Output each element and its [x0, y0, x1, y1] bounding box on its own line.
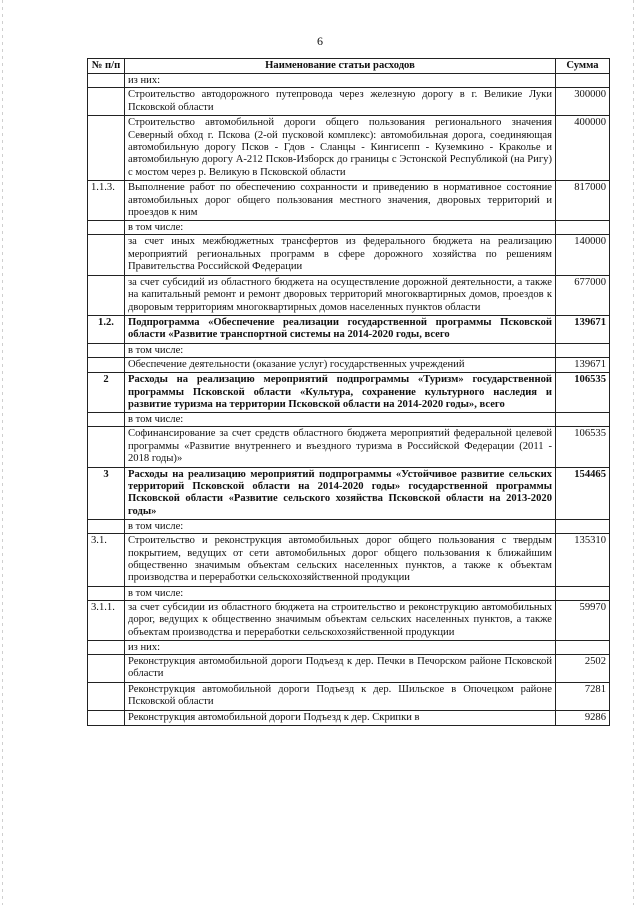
row-index	[88, 520, 125, 534]
row-sum: 300000	[556, 88, 610, 116]
row-index	[88, 655, 125, 683]
row-sum: 817000	[556, 181, 610, 221]
row-index	[88, 357, 125, 372]
row-index: 3	[88, 467, 125, 520]
row-index: 2	[88, 373, 125, 413]
row-index	[88, 74, 125, 88]
row-index	[88, 586, 125, 600]
table-row	[88, 600, 610, 640]
table-row	[88, 427, 610, 467]
row-text: Строительство автомобильной дороги общего пользования регионального значения Северный обход г. Пскова (2-ой пусковой комплекс): автомобильная дорога, соединяющая автомобильную дорогу Псков - Гдов - Сланцы - Кингисепп - Куземкино - Краколье и автомобильную дорогу А-212 Псков-Изборск до границы с Эстонской Республикой (на Ригу) с мостом через р. Великую в Псковской области	[125, 116, 556, 181]
table-row	[88, 520, 610, 534]
row-index	[88, 221, 125, 235]
table-header-row	[88, 59, 610, 74]
row-sum: 2502	[556, 655, 610, 683]
row-index: 3.1.	[88, 534, 125, 587]
table-row	[88, 710, 610, 725]
row-text: Реконструкция автомобильной дороги Подъезд к дер. Скрипки в	[125, 710, 556, 725]
header-sum: Сумма	[556, 59, 610, 74]
table-row	[88, 116, 610, 181]
table-body	[88, 74, 610, 726]
row-text: Реконструкция автомобильной дороги Подъезд к дер. Шильское в Опочецком районе Псковской области	[125, 682, 556, 710]
row-sum	[556, 641, 610, 655]
row-index	[88, 343, 125, 357]
row-sum	[556, 413, 610, 427]
row-text: Выполнение работ по обеспечению сохранности и приведению в нормативное состояние автомобильных дорог общего пользования местного значения, дворовых территорий и проездов к ним	[125, 181, 556, 221]
row-index	[88, 413, 125, 427]
row-index	[88, 427, 125, 467]
row-index	[88, 710, 125, 725]
row-sum: 7281	[556, 682, 610, 710]
row-index: 1.2.	[88, 315, 125, 343]
row-text: за счет иных межбюджетных трансфертов из федерального бюджета на реализацию мероприятий региональных программ в сфере дорожного хозяйства по решениям Правительства Российской Федерации	[125, 235, 556, 275]
row-sum: 135310	[556, 534, 610, 587]
row-text: Обеспечение деятельности (оказание услуг) государственных учреждений	[125, 357, 556, 372]
row-sum	[556, 221, 610, 235]
row-text: Реконструкция автомобильной дороги Подъезд к дер. Печки в Печорском районе Псковской области	[125, 655, 556, 683]
row-text: из них:	[125, 641, 556, 655]
row-text: из них:	[125, 74, 556, 88]
row-sum: 139671	[556, 357, 610, 372]
table-row	[88, 74, 610, 88]
table-row	[88, 641, 610, 655]
scan-edge-right	[633, 0, 634, 905]
row-sum: 106535	[556, 373, 610, 413]
table-row	[88, 655, 610, 683]
table-row	[88, 88, 610, 116]
row-index: 1.1.3.	[88, 181, 125, 221]
table-row	[88, 534, 610, 587]
row-text: Расходы на реализацию мероприятий подпрограммы «Туризм» государственной программы Псковской области «Культура, сохранение культурного наследия и развитие туризма на территории Псковской области на 2014-2020 годы», всего	[125, 373, 556, 413]
row-sum: 139671	[556, 315, 610, 343]
row-index	[88, 275, 125, 315]
row-text: в том числе:	[125, 520, 556, 534]
scan-edge-left	[2, 0, 3, 905]
row-text: в том числе:	[125, 586, 556, 600]
table-row	[88, 413, 610, 427]
row-sum: 154465	[556, 467, 610, 520]
header-num: № п/п	[88, 59, 125, 74]
row-text: за счет субсидии из областного бюджета на строительство и реконструкцию автомобильных дорог, ведущих к общественно значимым объектам сельских населенных пунктов, а также объектам производства и переработки сельскохозяйственной продукции	[125, 600, 556, 640]
row-text: в том числе:	[125, 221, 556, 235]
row-text: Строительство и реконструкция автомобильных дорог общего пользования с твердым покрытием, ведущих от сети автомобильных дорог общего пользования к ближайшим общественно значимым объектам сельских населенных пунктов, а также к объектам производства и переработки сельскохозяйственной продукции	[125, 534, 556, 587]
table-row	[88, 343, 610, 357]
row-text: Софинансирование за счет средств областного бюджета мероприятий федеральной целевой программы «Развитие внутреннего и въездного туризма в Российской Федерации (2011 - 2018 годы)»	[125, 427, 556, 467]
row-sum	[556, 74, 610, 88]
expenses-table	[87, 58, 610, 726]
row-text: Подпрограмма «Обеспечение реализации государственной программы Псковской области «Развитие транспортной системы на 2014-2020 годы, всего	[125, 315, 556, 343]
row-index	[88, 641, 125, 655]
table-row	[88, 221, 610, 235]
row-index	[88, 116, 125, 181]
row-sum: 59970	[556, 600, 610, 640]
row-text: Строительство автодорожного путепровода через железную дорогу в г. Великие Луки Псковской области	[125, 88, 556, 116]
page-number: 6	[317, 34, 323, 48]
table-row	[88, 275, 610, 315]
header-name: Наименование статьи расходов	[125, 59, 556, 74]
row-sum	[556, 343, 610, 357]
row-sum	[556, 586, 610, 600]
row-sum	[556, 520, 610, 534]
table-row	[88, 357, 610, 372]
table-row	[88, 315, 610, 343]
table-row	[88, 682, 610, 710]
row-sum: 677000	[556, 275, 610, 315]
table-row	[88, 373, 610, 413]
row-index	[88, 235, 125, 275]
row-text: за счет субсидий из областного бюджета на осуществление дорожной деятельности, а также на капитальный ремонт и ремонт дворовых территорий многоквартирных домов, проездов к дворовым территориям многоквартирных домов населенных пунктов области	[125, 275, 556, 315]
row-text: в том числе:	[125, 413, 556, 427]
table-row	[88, 586, 610, 600]
row-text: в том числе:	[125, 343, 556, 357]
row-sum: 106535	[556, 427, 610, 467]
row-text: Расходы на реализацию мероприятий подпрограммы «Устойчивое развитие сельских территорий Псковской области на 2014-2020 годы» государственной программы Псковской области «Развитие сельского хозяйства Псковской области на 2013-2020 годы»	[125, 467, 556, 520]
table-row	[88, 467, 610, 520]
row-sum: 400000	[556, 116, 610, 181]
table-row	[88, 235, 610, 275]
table-row	[88, 181, 610, 221]
row-sum: 140000	[556, 235, 610, 275]
row-index: 3.1.1.	[88, 600, 125, 640]
row-index	[88, 682, 125, 710]
row-sum: 9286	[556, 710, 610, 725]
row-index	[88, 88, 125, 116]
